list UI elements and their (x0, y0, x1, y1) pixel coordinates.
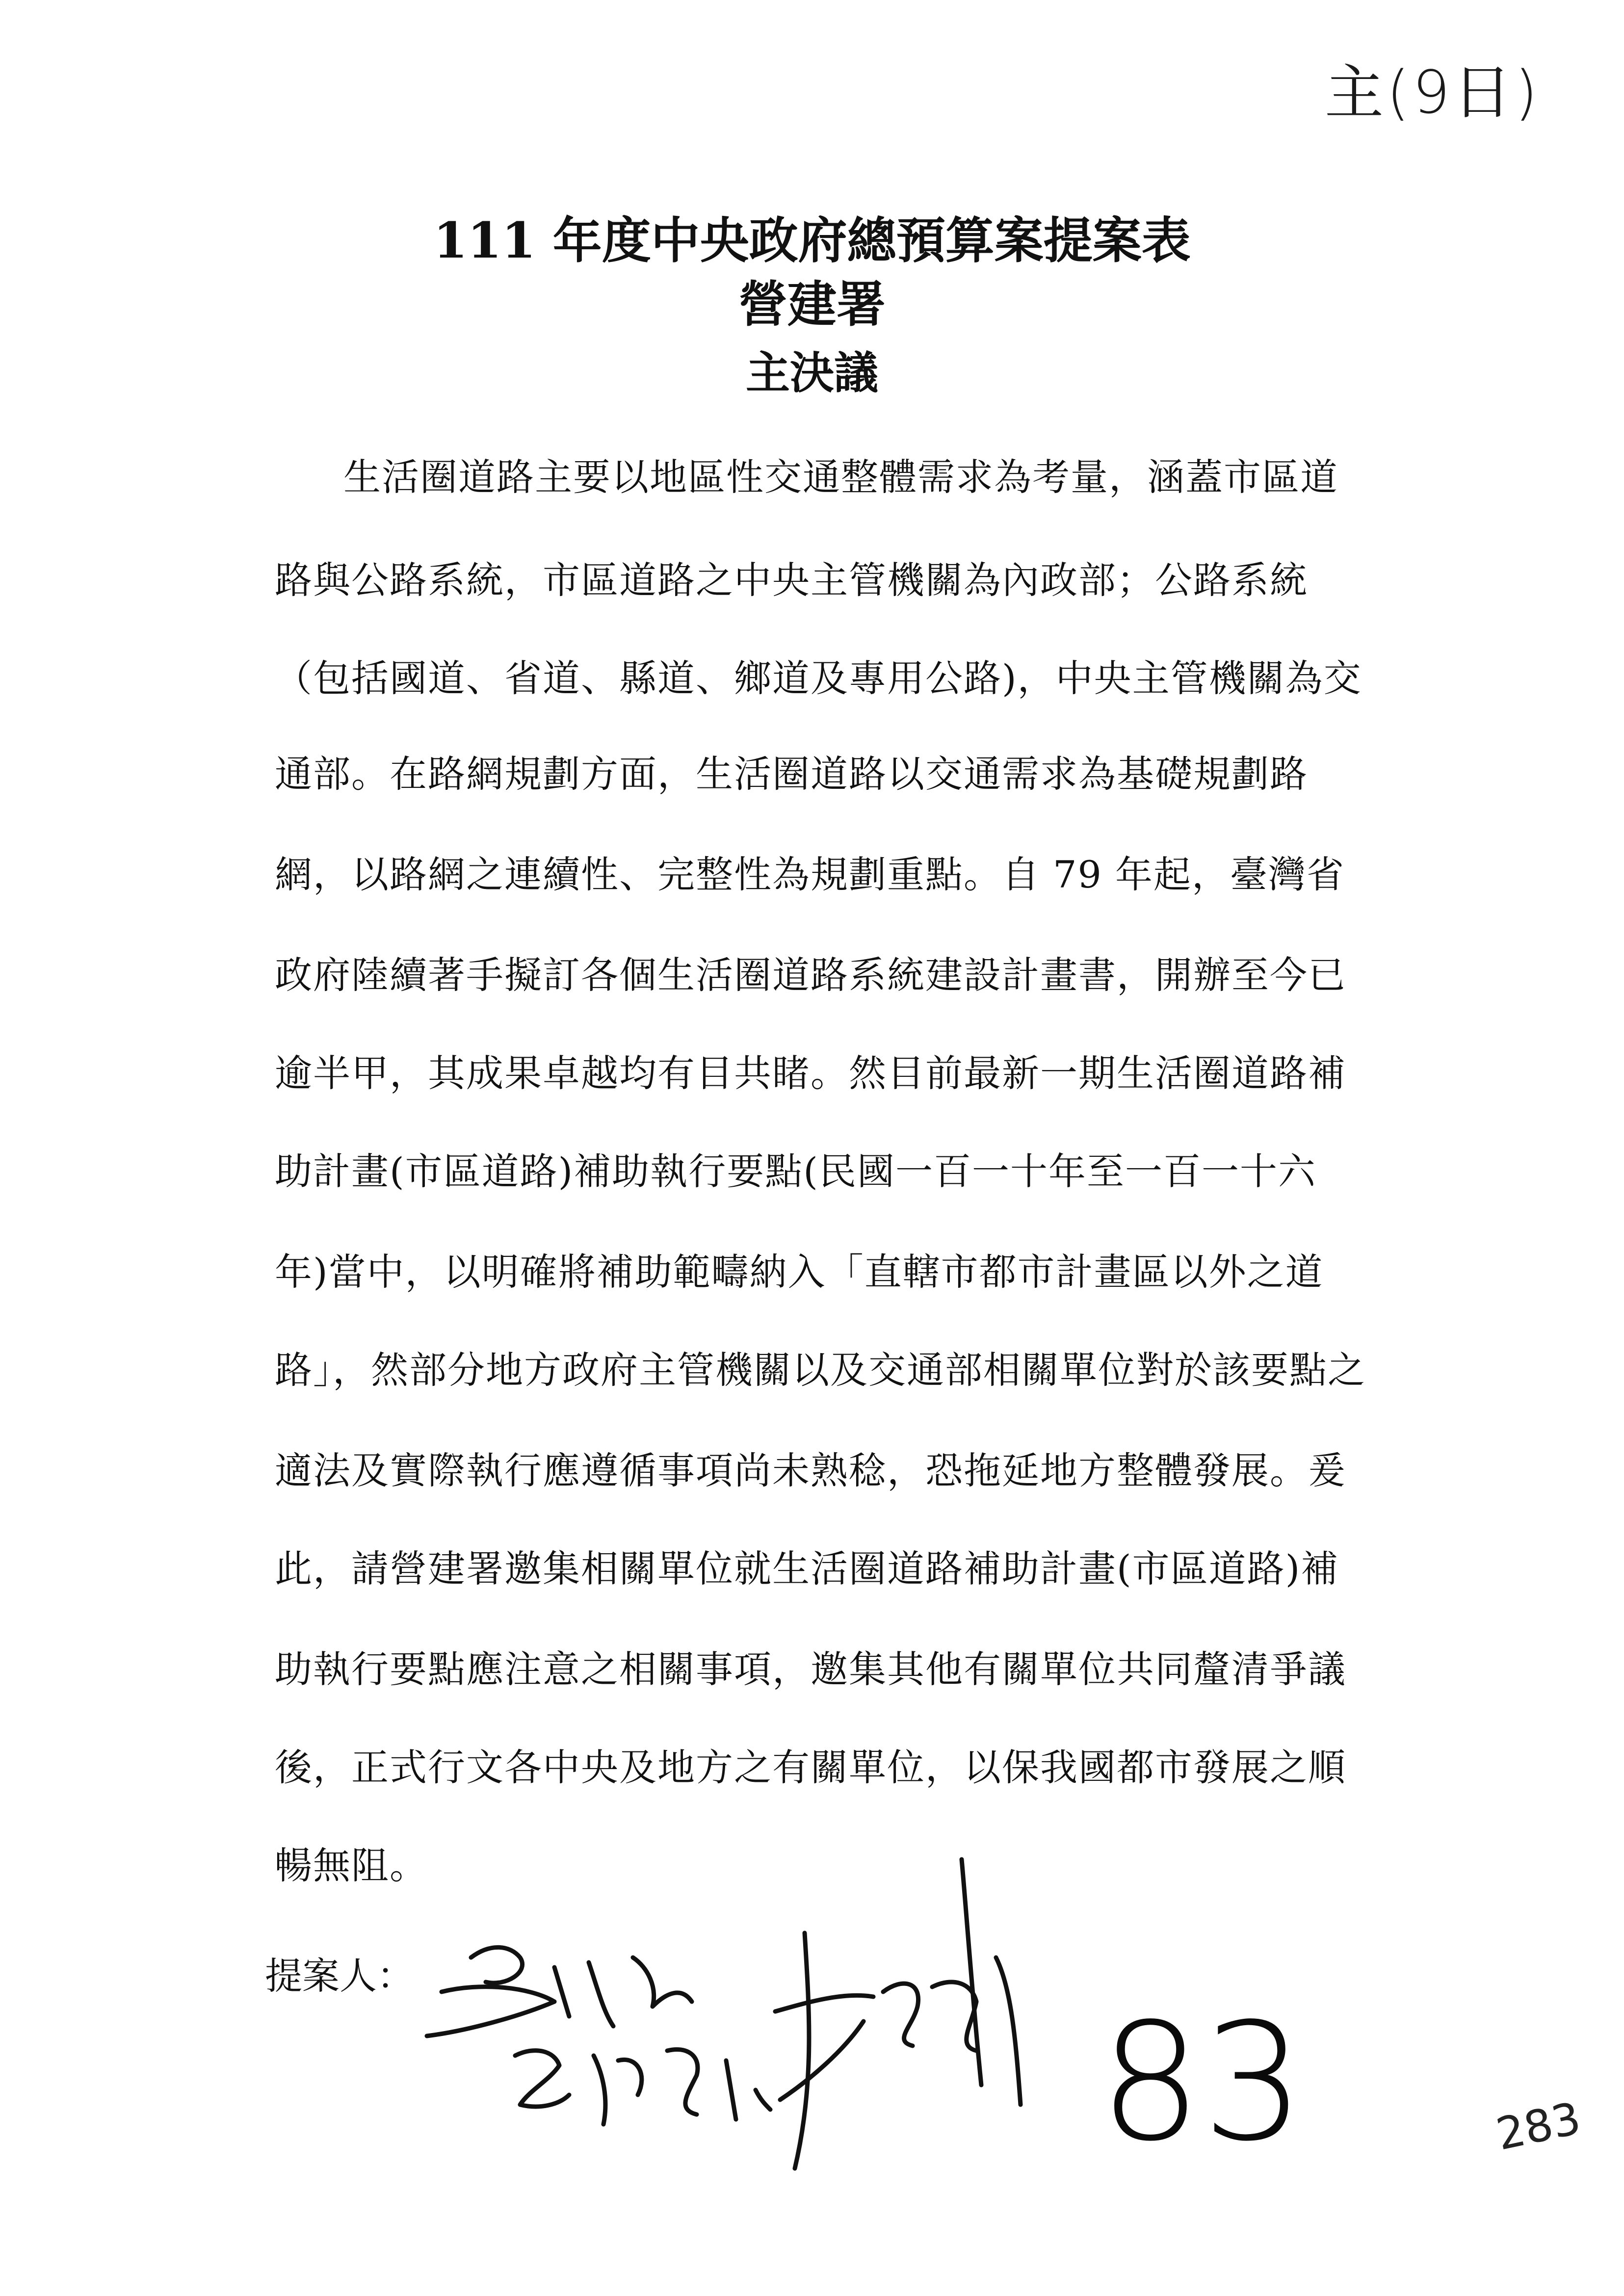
body-line: 路」，然部分地方政府主管機關以及交通部相關單位對於該要點之 (275, 1348, 1366, 1392)
body-line: 年)當中，以明確將補助範疇納入「直轄市都市計畫區以外之道 (275, 1250, 1324, 1294)
body-line: 網，以路網之連續性、完整性為規劃重點。自 79 年起，臺灣省 (275, 853, 1345, 896)
body-line: （包括國道、省道、縣道、鄉道及專用公路)，中央主管機關為交 (275, 656, 1362, 700)
document-title: 111 年度中央政府總預算案提案表 (433, 211, 1191, 269)
signature-stroke (780, 2021, 864, 2100)
body-line: 適法及實際執行應遵循事項尚未熟稔，恐拖延地方整體發展。爰 (275, 1449, 1346, 1492)
corner-handwritten-mark: 主(9日) (1325, 59, 1541, 127)
agency-name: 營建署 (738, 275, 886, 333)
signature-stroke (427, 1987, 554, 2036)
signature-stroke (554, 1962, 613, 2026)
body-line: 此，請營建署邀集相關單位就生活圈道路補助計畫(市區道路)補 (275, 1547, 1339, 1591)
body-line: 路與公路系統，市區道路之中央主管機關為內政部；公路系統 (275, 558, 1308, 602)
body-line: 暢無阻。 (275, 1844, 428, 1887)
signature-stroke (633, 1957, 692, 2007)
signature-stroke (795, 1933, 809, 2168)
body-line: 後，正式行文各中央及地方之有關單位，以保我國都市發展之順 (275, 1746, 1346, 1789)
body-line: 助執行要點應注意之相關事項，邀集其他有關單位共同釐清爭議 (275, 1647, 1346, 1691)
signature-stroke (962, 1859, 981, 2085)
signature-stroke (756, 2090, 770, 2110)
corner-page-number: 283 (1492, 2092, 1585, 2161)
signature-stroke (515, 2051, 569, 2107)
signature-stroke (883, 1983, 918, 2046)
signature-stroke (667, 2049, 736, 2119)
signature-stroke (775, 1995, 873, 2011)
body-line: 助計畫(市區道路)補助執行要點(民國一百一十年至一百一十六 (275, 1149, 1316, 1193)
signature-stroke (932, 1982, 976, 2051)
signature-stroke (471, 1947, 523, 1983)
signature-stroke (594, 2056, 642, 2124)
signature-stroke (996, 1957, 1021, 2105)
body-line: 生活圈道路主要以地區性交通整體需求為考量，涵蓋市區道 (343, 455, 1338, 499)
page-number-handwritten: 83 (1099, 1988, 1305, 2177)
resolution-type: 主決議 (746, 347, 878, 399)
body-line: 逾半甲，其成果卓越均有目共睹。然目前最新一期生活圈道路補 (275, 1051, 1346, 1095)
proposer-label: 提案人： (265, 1954, 414, 1998)
body-line: 政府陸續著手擬訂各個生活圈道路系統建設計畫書，開辦至今已 (275, 953, 1346, 997)
body-line: 通部。在路網規劃方面，生活圈道路以交通需求為基礎規劃路 (275, 752, 1308, 796)
